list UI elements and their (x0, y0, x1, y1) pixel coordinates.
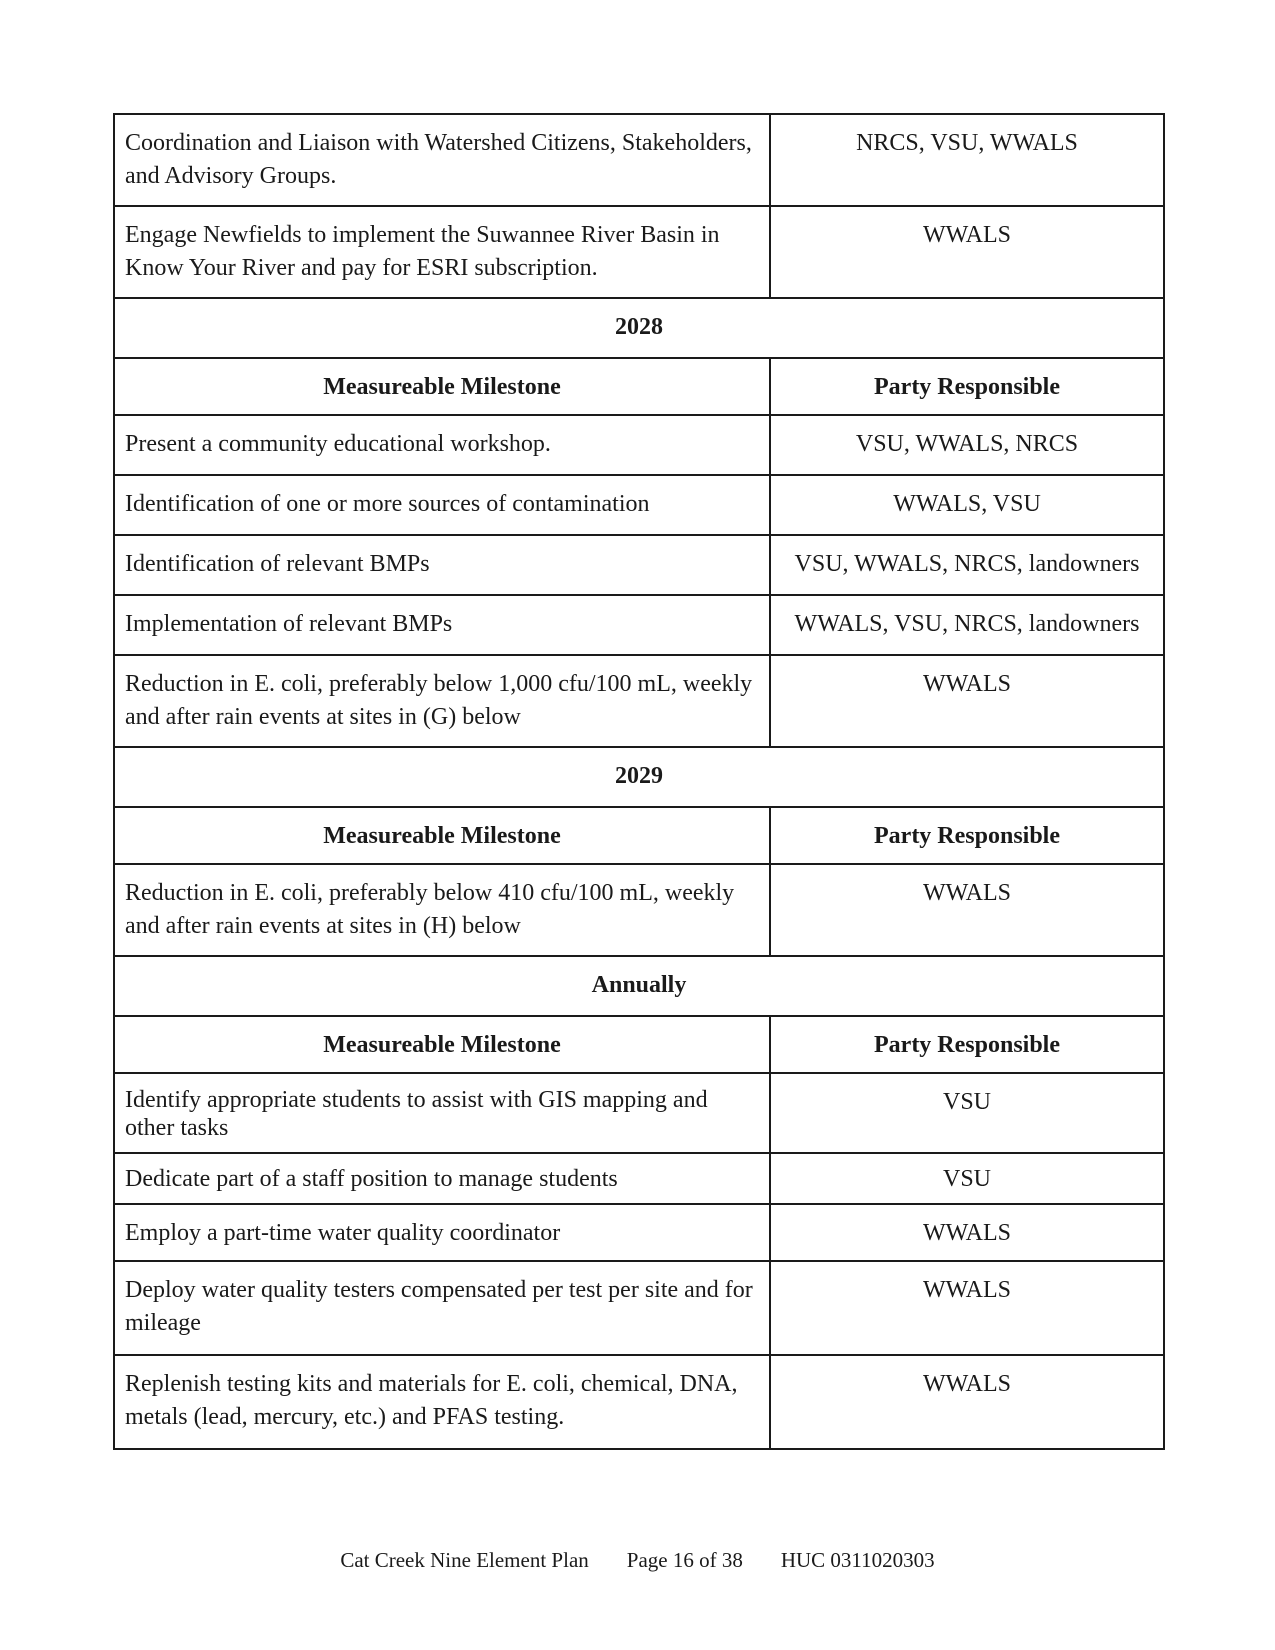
party-column-header: Party Responsible (770, 807, 1164, 864)
milestone-cell: Deploy water quality testers compensated per test per site and for mileage (114, 1261, 770, 1355)
table-row (114, 415, 1164, 475)
milestone-cell: Dedicate part of a staff position to manage students (114, 1153, 770, 1204)
milestone-cell: Implementation of relevant BMPs (114, 595, 770, 655)
party-cell: WWALS (770, 1204, 1164, 1261)
party-cell: VSU (770, 1073, 1164, 1153)
table-row (114, 114, 1164, 206)
table-row (114, 475, 1164, 535)
table-row (114, 1261, 1164, 1355)
milestones-table (113, 113, 1165, 1450)
party-column-header: Party Responsible (770, 358, 1164, 415)
milestone-cell: Identification of one or more sources of contamination (114, 475, 770, 535)
party-cell: WWALS (770, 864, 1164, 956)
year-row (114, 298, 1164, 358)
table-row (114, 1204, 1164, 1261)
milestone-cell: Reduction in E. coli, preferably below 1,000 cfu/100 mL, weekly and after rain events at sites in (G) below (114, 655, 770, 747)
page-footer (0, 1548, 1275, 1573)
milestone-column-header: Measureable Milestone (114, 358, 770, 415)
party-cell: VSU, WWALS, NRCS, landowners (770, 535, 1164, 595)
milestone-cell: Identification of relevant BMPs (114, 535, 770, 595)
party-cell: WWALS, VSU (770, 475, 1164, 535)
milestone-cell: Employ a part-time water quality coordinator (114, 1204, 770, 1261)
milestone-cell: Present a community educational workshop. (114, 415, 770, 475)
party-cell: VSU, WWALS, NRCS (770, 415, 1164, 475)
table-row (114, 655, 1164, 747)
year-heading-annually: Annually (114, 956, 1164, 1016)
party-cell: WWALS (770, 1355, 1164, 1449)
year-row (114, 956, 1164, 1016)
footer-plan-name: Cat Creek Nine Element Plan (340, 1548, 589, 1572)
header-row (114, 358, 1164, 415)
table-row (114, 206, 1164, 298)
table-row (114, 535, 1164, 595)
party-cell: VSU (770, 1153, 1164, 1204)
milestone-cell: Reduction in E. coli, preferably below 410 cfu/100 mL, weekly and after rain events at sites in (H) below (114, 864, 770, 956)
footer-page-number: Page 16 of 38 (626, 1548, 743, 1572)
year-heading-2029: 2029 (114, 747, 1164, 807)
party-cell: WWALS, VSU, NRCS, landowners (770, 595, 1164, 655)
header-row (114, 807, 1164, 864)
milestone-cell: Coordination and Liaison with Watershed Citizens, Stakeholders, and Advisory Groups. (114, 114, 770, 206)
footer-huc: HUC 0311020303 (780, 1548, 935, 1572)
party-cell: WWALS (770, 655, 1164, 747)
party-cell: WWALS (770, 206, 1164, 298)
party-column-header: Party Responsible (770, 1016, 1164, 1073)
year-row (114, 747, 1164, 807)
milestone-column-header: Measureable Milestone (114, 807, 770, 864)
table-row (114, 1073, 1164, 1153)
table-row (114, 595, 1164, 655)
milestone-cell: Engage Newfields to implement the Suwannee River Basin in Know Your River and pay for ESRI subscription. (114, 206, 770, 298)
year-heading-2028: 2028 (114, 298, 1164, 358)
table-row (114, 1355, 1164, 1449)
milestone-column-header: Measureable Milestone (114, 1016, 770, 1073)
table-row (114, 1153, 1164, 1204)
party-cell: WWALS (770, 1261, 1164, 1355)
milestone-cell: Replenish testing kits and materials for E. coli, chemical, DNA, metals (lead, mercury, etc.) and PFAS testing. (114, 1355, 770, 1449)
table-row (114, 864, 1164, 956)
header-row (114, 1016, 1164, 1073)
party-cell: NRCS, VSU, WWALS (770, 114, 1164, 206)
milestone-cell: Identify appropriate students to assist with GIS mapping and other tasks (114, 1073, 770, 1153)
